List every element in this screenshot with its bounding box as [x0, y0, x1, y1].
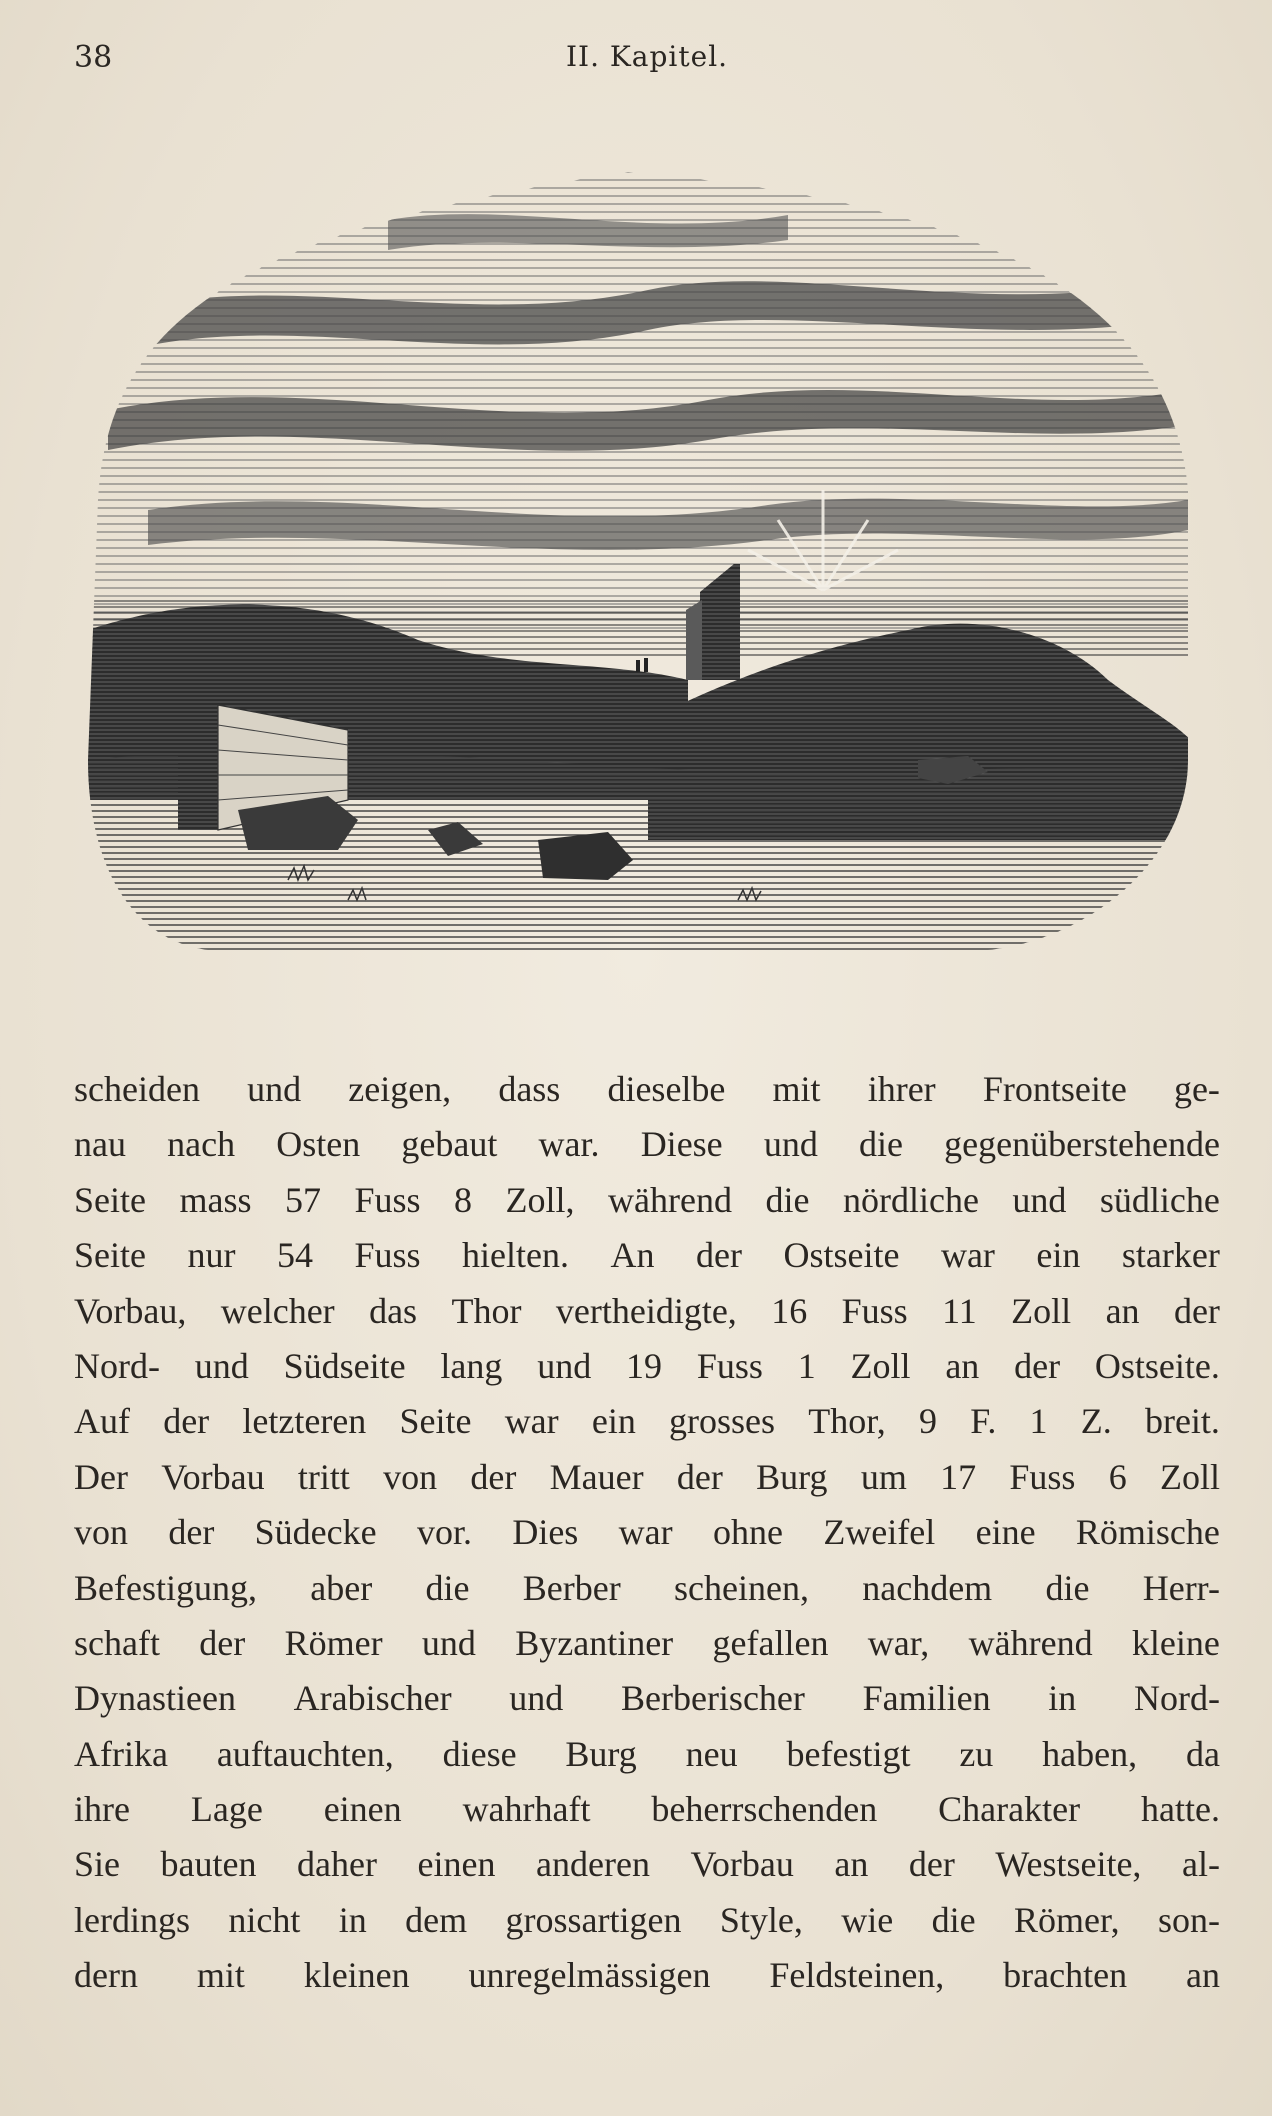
- running-head: II. Kapitel.: [565, 40, 729, 73]
- body-text: [74, 1062, 1220, 2004]
- page-number: 38: [74, 40, 113, 75]
- text-line: Seite mass 57 Fuss 8 Zoll, während die nördliche und südliche: [74, 1179, 1220, 1220]
- text-line: Vorbau, welcher das Thor vertheidigte, 16 Fuss 11 Zoll an der: [74, 1290, 1220, 1331]
- text-line: Der Vorbau tritt von der Mauer der Burg um 17 Fuss 6 Zoll: [74, 1456, 1220, 1497]
- text-line: Befestigung, aber die Berber scheinen, nachdem die Herr-: [74, 1567, 1220, 1608]
- text-line: Dynastieen Arabischer und Berberischer Familien in Nord-: [74, 1678, 1220, 1719]
- text-line: scheiden und zeigen, dass dieselbe mit ihrer Frontseite ge-: [74, 1069, 1220, 1109]
- page-header: [74, 40, 1220, 84]
- text-line: nau nach Osten gebaut war. Diese und die gegenüberstehende: [74, 1124, 1220, 1165]
- text-line: Auf der letzteren Seite war ein grosses Thor, 9 F. 1 Z. breit.: [74, 1401, 1220, 1442]
- engraving-illustration: [88, 160, 1198, 1030]
- text-line: Seite nur 54 Fuss hielten. An der Ostseite war ein starker: [74, 1235, 1220, 1276]
- engraving-scene: [88, 160, 1198, 950]
- text-line: Nord- und Südseite lang und 19 Fuss 1 Zoll an der Ostseite.: [74, 1345, 1220, 1386]
- text-line: ihre Lage einen wahrhaft beherrschenden Charakter hatte.: [74, 1789, 1220, 1830]
- text-line: schaft der Römer und Byzantiner gefallen war, während kleine: [74, 1622, 1220, 1663]
- text-line: Afrika auftauchten, diese Burg neu befestigt zu haben, da: [74, 1733, 1220, 1774]
- text-line: lerdings nicht in dem grossartigen Style, wie die Römer, son-: [74, 1899, 1220, 1940]
- text-line: Sie bauten daher einen anderen Vorbau an der Westseite, al-: [74, 1844, 1220, 1885]
- text-line: von der Südecke vor. Dies war ohne Zweifel eine Römische: [74, 1512, 1220, 1553]
- text-line: dern mit kleinen unregelmässigen Feldsteinen, brachten an: [74, 1955, 1220, 1996]
